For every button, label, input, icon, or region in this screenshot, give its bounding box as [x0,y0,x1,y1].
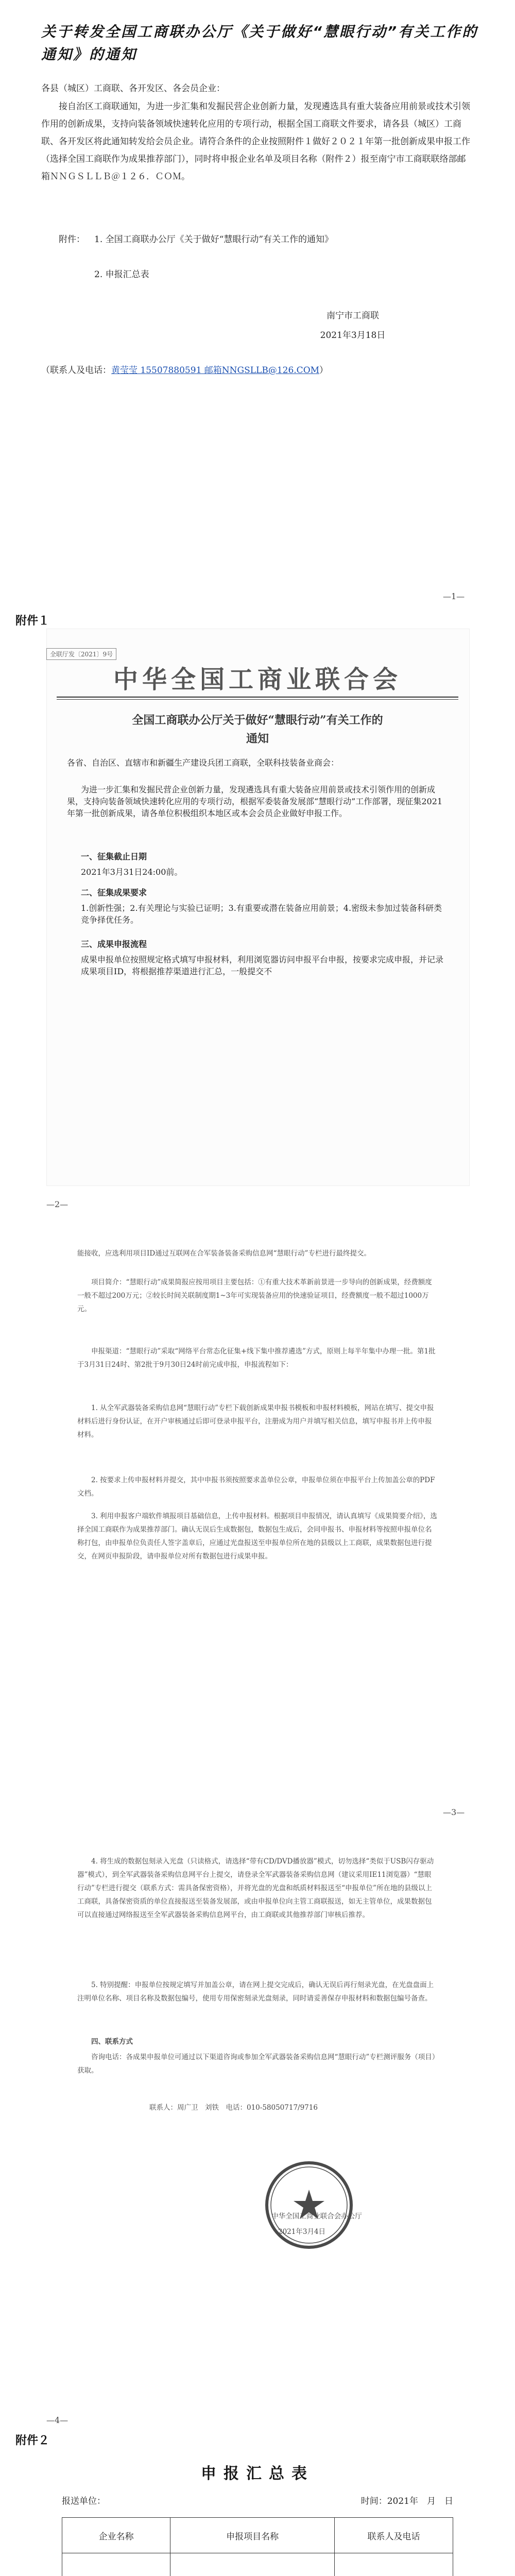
table-row [62,2553,453,2576]
contact-line [41,362,484,379]
section-text: 成果申报单位按照规定格式填写申报材料，利用浏览器访问申报平台申报，按要求完成申报，并记录成果项目ID，将根据推荐渠道进行汇总，一般提交不 [81,955,444,976]
page-number: —3— [443,1807,465,1817]
page-number: —4— [46,2415,68,2425]
page-number: —2— [46,1199,68,1209]
table-cell[interactable] [334,2553,453,2576]
paragraph: 2. 按要求上传申报材料并提交，其中申报书须按照要求盖单位公章，申报单位须在申报平台上传加盖公章的PDF文档。 [77,1476,435,1498]
column-header: 联系人及电话 [334,2518,453,2553]
contact-link[interactable]: 黄莹莹 15507880591 邮箱NNGSLLB@126.COM [111,365,320,376]
contact-prefix: （联系人及电话： [41,365,111,376]
paragraph: 项目简介：“慧眼行动”成果简报应按用项目主要包括：①有重大技术革新前景进一步导向的创新成果，经费额度一般不超过200万元；②较长时间关联制度期1~3年可实现装备应用的快速验证项目，经费额度一般不超过1000万元。 [77,1278,432,1313]
body-paragraph: 接自治区工商联通知，为进一步汇集和发掘民营企业创新力量，发现遴选具有重大装备应用前景或技术引领作用的创新成果，支持向装备领域快速转化应用的专项行动，根据全国工商联文件要求，请各县（城区）工商联、各开发区将此通知转发给会员企业。请符合条件的企业按照附件１做好２０２１年第一批创新成果申报工作（选择全国工商联作为成果推荐部门），同时将申报企业名单及项目名称（附件２）报至南宁市工商联联络部邮箱ＮＮＧＳＬＬＢ＠１２６．ＣＯＭ。 [41,101,470,182]
summary-table [62,2517,453,2576]
paragraph: 1. 从全军武器装备采购信息网“慧眼行动”专栏下载创新成果申报书模板和申报材料模板，网站在填写、提交申报材料后进行身份认证，在开户审核通过后即可登录申报平台，注册成为用户并填写相关信息，填写申报书并上传申报材料。 [77,1404,434,1439]
table-cell[interactable] [170,2553,335,2576]
signature-org: 中华全国工商业联合会办公厅 [271,2212,362,2221]
paragraph: 3. 利用申报客户端软件填报项目基础信息，上传申报材料。根据项目申报情况，请认真填写《成果简要介绍》，选择全国工商联作为成果推荐部门。确认无误后生成数据包，数据包生成后，会同申报书、申报材料等按照申报单位名称打包，由申报单位负责任人签字盖章后，应通过光盘报送至申报单位所在地的县级以上工商联，成果数据包进行提交，在网页申报阶段，请申报单位对所有数据包进行成果申报。 [77,1512,437,1561]
paragraph: 5. 特别提醒：申报单位按规定填写并加盖公章，请在网上提交完成后，确认无误后再行刻录光盘，在光盘盘面上注明单位名称、项目名称及数据包编号，使用专用保密刻录光盘刻录，同时请妥善保存申报材料和数据包编号备查。 [77,1981,434,2003]
notice-intro: 为进一步汇集和发掘民营企业创新力量，发现遴选具有重大装备应用前景或技术引领作用的创新成果，支持向装备领域快速转化应用的专项行动，根据军委装备发展部“慧眼行动”工作部署，现征集2021年第一批创新成果，请各单位积极组织本地区或本会会员企业做好申报工作。 [67,785,443,818]
section-heading: 一、征集截止日期 [81,852,147,861]
attachment-item-2: 2. 申报汇总表 [94,269,149,280]
page-1 [0,0,515,608]
notice-title: 全国工商联办公厅关于做好“慧眼行动”有关工作的通知 [132,714,383,745]
salutation: 各县（城区）工商联、各开发区、各会员企业： [41,83,225,94]
section-heading: 三、成果申报流程 [81,939,147,949]
column-header: 申报项目名称 [170,2518,335,2553]
page-4 [0,1824,515,2432]
official-seal-icon [263,2159,355,2251]
paragraph: 4. 将生成的数据包刻录入光盘（只读格式，请选择“带有CD/DVD播放器”模式，切勿选择“类似于USB闪存驱动器”模式），到全军武器装备采购信息网平台上提交，请登录全军武器装备采购信息网（建议采用IE11浏览器）“慧眼行动”专栏进行提交（联系方式：需具备保密资格），并将光盘的光盘和纸质材料报送至“申报单位”所在地的县级以上工商联，具备保密资质的单位直接报送至装备发展部，或由申报单位向主管工商联报送，如无主管单位，成果数据包可以直接通过网络报送至全军武器装备采购信息网平台，由工商联或其他推荐部门审核后推荐。 [77,1857,434,1919]
table-title: 申报汇总表 [201,2465,314,2483]
attachment-item-1: 1. 全国工商联办公厅《关于做好“慧眼行动”有关工作的通知》 [94,234,334,245]
paragraph: 咨询电话：各成果申报单位可通过以下渠道咨询或参加全军武器装备采购信息网“慧眼行动”专栏测评服务（项目）获取。 [77,2053,436,2075]
table-header-row [62,2518,453,2553]
paragraph: 能接收，应选利用项目ID通过互联网在合军装备装备采购信息网“慧眼行动”专栏进行最终提交。 [77,1249,371,1258]
attachment-label: 附件： [59,234,85,245]
section-text: 1.创新性强；2.有关理论与实验已证明；3.有重要或潜在装备应用前景；4.密级未参加过装备科研类竞争择优任务。 [81,903,442,925]
paragraph: 申报渠道：“慧眼行动”采取“网络平台常态化征集+线下集中推荐遴选”方式，原则上每半年集中办理一批。第1批于3月31日24时、第2批于9月30日24时前完成申报，申报流程如下： [77,1347,436,1369]
column-header: 企业名称 [62,2518,170,2553]
signature-date: 2021年3月4日 [278,2228,326,2236]
signature-date: 2021年3月18日 [320,330,386,341]
page-5 [0,2432,515,2576]
section-heading: 四、联系方式 [91,2038,133,2046]
table-cell[interactable] [62,2553,170,2576]
attachment-1-label: 附件１ [15,615,50,628]
date-label: 时间：2021年 月 日 [360,2496,453,2506]
page-number: —1— [443,591,465,601]
signature-org: 南宁市工商联 [327,311,379,321]
page-3 [0,1216,515,1824]
attachment-2-label: 附件２ [15,2434,50,2447]
section-text: 2021年3月31日24:00前。 [81,867,183,877]
document-title: 关于转发全国工商联办公厅《关于做好“慧眼行动”有关工作的通知》的通知 [41,23,478,63]
masthead-rule [57,697,458,698]
page-2 [0,608,515,1216]
notice-recipients: 各省、自治区、直辖市和新疆生产建设兵团工商联，全联科技装备业商会： [67,758,339,768]
doc-number: 全联厅发〔2021〕9号 [46,648,116,660]
masthead-rule-thin [57,699,458,700]
contact-line: 联系人：周广卫 刘铁 电话：010-58050717/9716 [149,2104,318,2112]
section-heading: 二、征集成果要求 [81,888,147,897]
org-masthead: 中华全国工商业联合会 [113,665,402,694]
unit-label: 报送单位： [62,2496,106,2506]
contact-suffix: ） [319,365,329,376]
